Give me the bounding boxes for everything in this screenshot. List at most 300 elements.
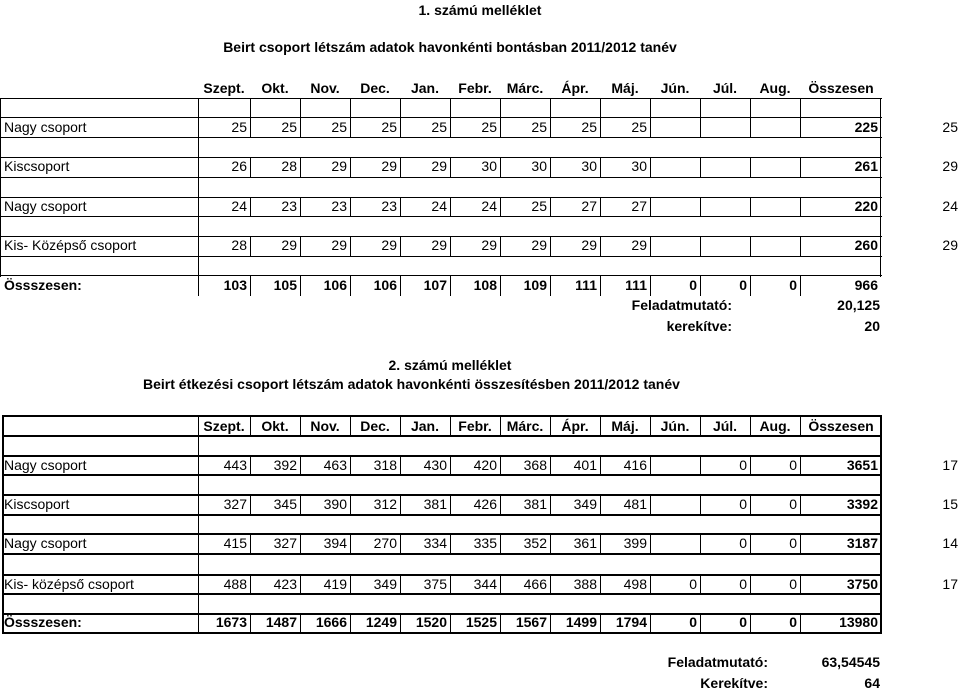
feladatmutato-value: 20,125: [837, 297, 880, 313]
value-cell: 327: [273, 535, 297, 551]
grid-line: [198, 514, 199, 533]
grid-line: [450, 534, 451, 554]
value-cell: 430: [423, 457, 447, 473]
sum-value: 111: [625, 277, 647, 293]
sum-label: Össszesen:: [4, 614, 82, 630]
grid-line: [350, 276, 351, 296]
grid-line: [650, 495, 651, 515]
value-cell: 327: [223, 496, 247, 512]
month-header: Aug.: [759, 80, 791, 96]
value-cell: 270: [373, 535, 397, 551]
value-cell: 392: [273, 457, 297, 473]
grid-line: [600, 415, 601, 435]
grid-line: [800, 613, 801, 633]
grid-line: [700, 157, 701, 177]
value-cell: 318: [373, 457, 397, 473]
grid-line: [750, 456, 751, 476]
grid-line: [198, 197, 199, 217]
row-extra: 24: [942, 198, 958, 214]
row-label: Kiscsoport: [4, 158, 70, 174]
grid-line: [500, 495, 501, 515]
value-cell: 488: [223, 576, 247, 592]
grid-line: [700, 534, 701, 554]
grid-line: [400, 197, 401, 217]
grid-line: [700, 415, 701, 435]
value-cell: 29: [331, 237, 347, 253]
sum-value: 1520: [415, 614, 447, 630]
value-cell: 29: [381, 237, 397, 253]
value-cell: 0: [739, 576, 747, 592]
value-cell: 345: [273, 496, 297, 512]
grid-line: [550, 197, 551, 217]
value-cell: 349: [573, 496, 597, 512]
value-cell: 0: [789, 496, 797, 512]
grid-line: [350, 197, 351, 217]
row-extra: 17: [942, 457, 958, 473]
grid-line: [300, 98, 301, 117]
annex2-subtitle: Beirt étkezési csoport létszám adatok havonkénti összesítésben 2011/2012 tanév: [143, 376, 680, 392]
row-total: 260: [854, 237, 878, 253]
value-cell: 29: [431, 237, 447, 253]
grid-line: [750, 236, 751, 256]
grid-line: [400, 157, 401, 177]
grid-line: [700, 197, 701, 217]
row-extra: 14: [942, 535, 958, 551]
month-header: Ápr.: [561, 80, 589, 96]
grid-line: [600, 495, 601, 515]
grid-line: [650, 415, 651, 435]
value-cell: 24: [231, 198, 247, 214]
grid-line: [800, 98, 801, 117]
row-total: 261: [854, 158, 878, 174]
grid-line: [250, 613, 251, 633]
grid-line: [198, 276, 199, 296]
grid-line: [550, 613, 551, 633]
value-cell: 312: [373, 496, 397, 512]
grid-line: [550, 157, 551, 177]
grid-line: [400, 575, 401, 595]
value-cell: 390: [323, 496, 347, 512]
kerekitve-label: Kerekítve:: [700, 675, 768, 691]
month-header: Júl.: [712, 80, 738, 96]
total-header: Összesen: [808, 418, 874, 434]
month-header: Nov.: [310, 418, 340, 434]
row-extra: 25: [942, 119, 958, 135]
grid-line: [500, 118, 501, 138]
value-cell: 27: [631, 198, 647, 214]
value-cell: 335: [473, 535, 497, 551]
grid-line: [450, 236, 451, 256]
value-cell: 498: [623, 576, 647, 592]
grid-line: [350, 613, 351, 633]
sum-value: 108: [473, 277, 497, 293]
grid-line: [600, 118, 601, 138]
grid-line: [550, 534, 551, 554]
grid-line: [400, 613, 401, 633]
month-header: Dec.: [360, 418, 390, 434]
grid-line: [600, 575, 601, 595]
grid-line: [700, 118, 701, 138]
grid-line: [198, 256, 199, 275]
value-cell: 401: [573, 457, 597, 473]
grid-line: [800, 415, 801, 435]
grid-line: [198, 236, 199, 256]
grid-line: [350, 495, 351, 515]
value-cell: 25: [581, 119, 597, 135]
value-cell: 344: [473, 576, 497, 592]
grid-line: [250, 98, 251, 117]
grid-line: [500, 276, 501, 296]
value-cell: 443: [223, 457, 247, 473]
grid-line: [800, 118, 801, 138]
grid-line: [750, 276, 751, 296]
value-cell: 25: [231, 119, 247, 135]
grid-line: [250, 157, 251, 177]
grid-line: [500, 613, 501, 633]
grid-line: [350, 98, 351, 117]
grid-line: [800, 157, 801, 177]
grid-line: [550, 575, 551, 595]
grid-line: [550, 495, 551, 515]
grid-line: [800, 276, 801, 296]
grid-line: [500, 456, 501, 476]
grid-line: [550, 456, 551, 476]
grid-line: [198, 593, 199, 613]
value-cell: 29: [431, 158, 447, 174]
sum-value: 0: [789, 277, 797, 293]
value-cell: 25: [481, 119, 497, 135]
grid-line: [600, 456, 601, 476]
grid-line: [750, 534, 751, 554]
row-extra: 29: [942, 158, 958, 174]
grid-line: [198, 456, 199, 476]
grid-line: [650, 534, 651, 554]
grid-line: [400, 495, 401, 515]
grid-line: [198, 474, 199, 494]
grid-line: [300, 276, 301, 296]
value-cell: 29: [331, 158, 347, 174]
value-cell: 481: [623, 496, 647, 512]
grid-line: [350, 236, 351, 256]
sum-value: 1487: [265, 614, 297, 630]
grid-line: [400, 118, 401, 138]
kerekitve-value: 64: [864, 675, 880, 691]
grid-line: [600, 613, 601, 633]
grid-line: [880, 415, 882, 634]
grid-line: [750, 575, 751, 595]
grid-line: [0, 256, 882, 257]
grid-line: [550, 236, 551, 256]
grid-line: [300, 456, 301, 476]
grid-line: [550, 118, 551, 138]
value-cell: 26: [231, 158, 247, 174]
grid-line: [300, 236, 301, 256]
month-header: Febr.: [458, 418, 492, 434]
grid-line: [650, 575, 651, 595]
grid-line: [600, 157, 601, 177]
grid-line: [500, 98, 501, 117]
value-cell: 415: [223, 535, 247, 551]
month-header: Jan.: [410, 80, 439, 96]
row-label: Kis- Középső csoport: [4, 237, 137, 253]
sum-value: 111: [575, 277, 597, 293]
feladatmutato-label: Feladatmutató:: [631, 297, 732, 313]
sum-value: 1666: [315, 614, 347, 630]
row-extra: 29: [942, 237, 958, 253]
grid-line: [450, 118, 451, 138]
row-total: 3392: [846, 496, 878, 512]
grid-line: [450, 495, 451, 515]
grid-line: [700, 456, 701, 476]
value-cell: 381: [423, 496, 447, 512]
value-cell: 361: [573, 535, 597, 551]
grid-line: [450, 197, 451, 217]
grid-line: [750, 613, 751, 633]
grid-line: [700, 236, 701, 256]
grid-line: [600, 236, 601, 256]
grid-line: [198, 435, 199, 455]
annex2-title: 2. számú melléklet: [388, 357, 512, 373]
grid-line: [450, 157, 451, 177]
grid-line: [400, 415, 401, 435]
grid-line: [800, 197, 801, 217]
value-cell: 25: [531, 198, 547, 214]
feladatmutato-value: 63,54545: [821, 654, 880, 670]
sum-value: 0: [739, 614, 747, 630]
grid-line: [750, 415, 751, 435]
sum-label: Össszesen:: [4, 277, 82, 293]
annex1-subtitle: Beirt csoport létszám adatok havonkénti bontásban 2011/2012 tanév: [223, 39, 677, 55]
grid-line: [500, 197, 501, 217]
grid-line: [250, 236, 251, 256]
grid-line: [500, 534, 501, 554]
grid-line: [800, 495, 801, 515]
grid-line: [400, 98, 401, 117]
grid-line: [650, 276, 651, 296]
row-total: 220: [854, 198, 878, 214]
grid-line: [250, 118, 251, 138]
grid-line: [550, 276, 551, 296]
grid-line: [450, 415, 451, 435]
value-cell: 23: [331, 198, 347, 214]
grid-line: [450, 456, 451, 476]
sum-value: 1673: [215, 614, 247, 630]
value-cell: 29: [631, 237, 647, 253]
value-cell: 0: [739, 496, 747, 512]
value-cell: 394: [323, 535, 347, 551]
value-cell: 349: [373, 576, 397, 592]
grid-line: [350, 118, 351, 138]
value-cell: 30: [531, 158, 547, 174]
sum-value: 1499: [565, 614, 597, 630]
grid-line: [400, 534, 401, 554]
grid-line: [350, 157, 351, 177]
grid-line: [650, 157, 651, 177]
grid-line: [300, 613, 301, 633]
value-cell: 352: [523, 535, 547, 551]
value-cell: 375: [423, 576, 447, 592]
grid-line: [750, 118, 751, 138]
row-total: 3651: [846, 457, 878, 473]
value-cell: 29: [531, 237, 547, 253]
month-header: Szept.: [203, 80, 245, 96]
value-cell: 29: [481, 237, 497, 253]
grid-line: [198, 216, 199, 236]
sum-value: 0: [789, 614, 797, 630]
grid-line: [550, 98, 551, 117]
grid-line: [700, 276, 701, 296]
value-cell: 419: [323, 576, 347, 592]
value-cell: 466: [523, 576, 547, 592]
row-total: 225: [854, 119, 878, 135]
grid-line: [2, 435, 882, 437]
grid-line: [198, 157, 199, 177]
grid-line: [700, 495, 701, 515]
value-cell: 388: [573, 576, 597, 592]
value-cell: 30: [631, 158, 647, 174]
value-cell: 30: [581, 158, 597, 174]
grid-line: [800, 236, 801, 256]
month-header: Febr.: [458, 80, 492, 96]
grid-line: [750, 197, 751, 217]
grid-line: [300, 157, 301, 177]
value-cell: 381: [523, 496, 547, 512]
sum-value: 106: [323, 277, 347, 293]
value-cell: 463: [323, 457, 347, 473]
value-cell: 0: [789, 535, 797, 551]
month-header: Ápr.: [561, 418, 589, 434]
value-cell: 24: [481, 198, 497, 214]
kerekitve-value: 20: [864, 318, 880, 334]
sum-value: 1567: [515, 614, 547, 630]
grid-line: [400, 456, 401, 476]
sum-value: 106: [373, 277, 397, 293]
month-header: Okt.: [261, 80, 289, 96]
grid-line: [450, 276, 451, 296]
value-cell: 28: [231, 237, 247, 253]
month-header: Máj.: [611, 418, 639, 434]
row-label: Nagy csoport: [4, 535, 87, 551]
grid-line: [450, 575, 451, 595]
grid-line: [750, 98, 751, 117]
grid-line: [450, 98, 451, 117]
value-cell: 25: [531, 119, 547, 135]
month-header: Dec.: [360, 80, 390, 96]
value-cell: 25: [281, 119, 297, 135]
grid-line: [300, 495, 301, 515]
month-header: Márc.: [506, 80, 544, 96]
sum-value: 1249: [365, 614, 397, 630]
value-cell: 25: [381, 119, 397, 135]
grid-line: [0, 177, 882, 178]
value-cell: 28: [281, 158, 297, 174]
grid-line: [600, 197, 601, 217]
month-header: Jún.: [660, 80, 690, 96]
grid-line: [250, 197, 251, 217]
value-cell: 399: [623, 535, 647, 551]
value-cell: 25: [331, 119, 347, 135]
value-cell: 29: [281, 237, 297, 253]
grid-line: [550, 415, 551, 435]
grid-line: [700, 98, 701, 117]
value-cell: 426: [473, 496, 497, 512]
grid-line: [750, 495, 751, 515]
row-label: Kiscsoport: [4, 496, 70, 512]
value-cell: 420: [473, 457, 497, 473]
grid-line: [700, 575, 701, 595]
grid-line: [500, 236, 501, 256]
value-cell: 334: [423, 535, 447, 551]
grid-line: [350, 415, 351, 435]
grid-line: [300, 575, 301, 595]
value-cell: 30: [481, 158, 497, 174]
sum-value: 1525: [465, 614, 497, 630]
grid-line: [198, 613, 199, 633]
row-label: Nagy csoport: [4, 198, 87, 214]
grid-line: [650, 613, 651, 633]
total-header: Összesen: [808, 80, 874, 96]
kerekitve-label: kerekítve:: [666, 318, 732, 334]
grid-line: [0, 98, 1, 277]
grid-line: [600, 98, 601, 117]
row-extra: 15: [942, 496, 958, 512]
value-cell: 25: [631, 119, 647, 135]
grid-line: [198, 553, 199, 574]
value-cell: 27: [581, 198, 597, 214]
grid-line: [198, 118, 199, 138]
month-header: Márc.: [506, 418, 544, 434]
feladatmutato-label: Feladatmutató:: [667, 654, 768, 670]
sum-total: 13980: [839, 614, 878, 630]
grid-line: [350, 575, 351, 595]
value-cell: 24: [431, 198, 447, 214]
grid-line: [400, 236, 401, 256]
row-total: 3187: [846, 535, 878, 551]
value-cell: 23: [281, 198, 297, 214]
month-header: Máj.: [611, 80, 639, 96]
grid-line: [250, 415, 251, 435]
month-header: Jan.: [410, 418, 439, 434]
grid-line: [500, 157, 501, 177]
grid-line: [450, 613, 451, 633]
grid-line: [300, 197, 301, 217]
sum-value: 0: [689, 277, 697, 293]
grid-line: [500, 415, 501, 435]
grid-line: [198, 575, 199, 595]
grid-line: [350, 534, 351, 554]
sum-value: 0: [689, 614, 697, 630]
value-cell: 29: [381, 158, 397, 174]
grid-line: [700, 613, 701, 633]
value-cell: 416: [623, 457, 647, 473]
value-cell: 0: [739, 457, 747, 473]
row-extra: 17: [942, 576, 958, 592]
sum-value: 1794: [615, 614, 647, 630]
grid-line: [198, 98, 199, 117]
value-cell: 0: [739, 535, 747, 551]
grid-line: [198, 137, 199, 157]
value-cell: 0: [689, 576, 697, 592]
grid-line: [800, 575, 801, 595]
grid-line: [400, 276, 401, 296]
grid-line: [600, 534, 601, 554]
grid-line: [300, 534, 301, 554]
grid-line: [250, 276, 251, 296]
grid-line: [800, 456, 801, 476]
month-header: Aug.: [759, 418, 791, 434]
month-header: Jún.: [660, 418, 690, 434]
grid-line: [350, 456, 351, 476]
